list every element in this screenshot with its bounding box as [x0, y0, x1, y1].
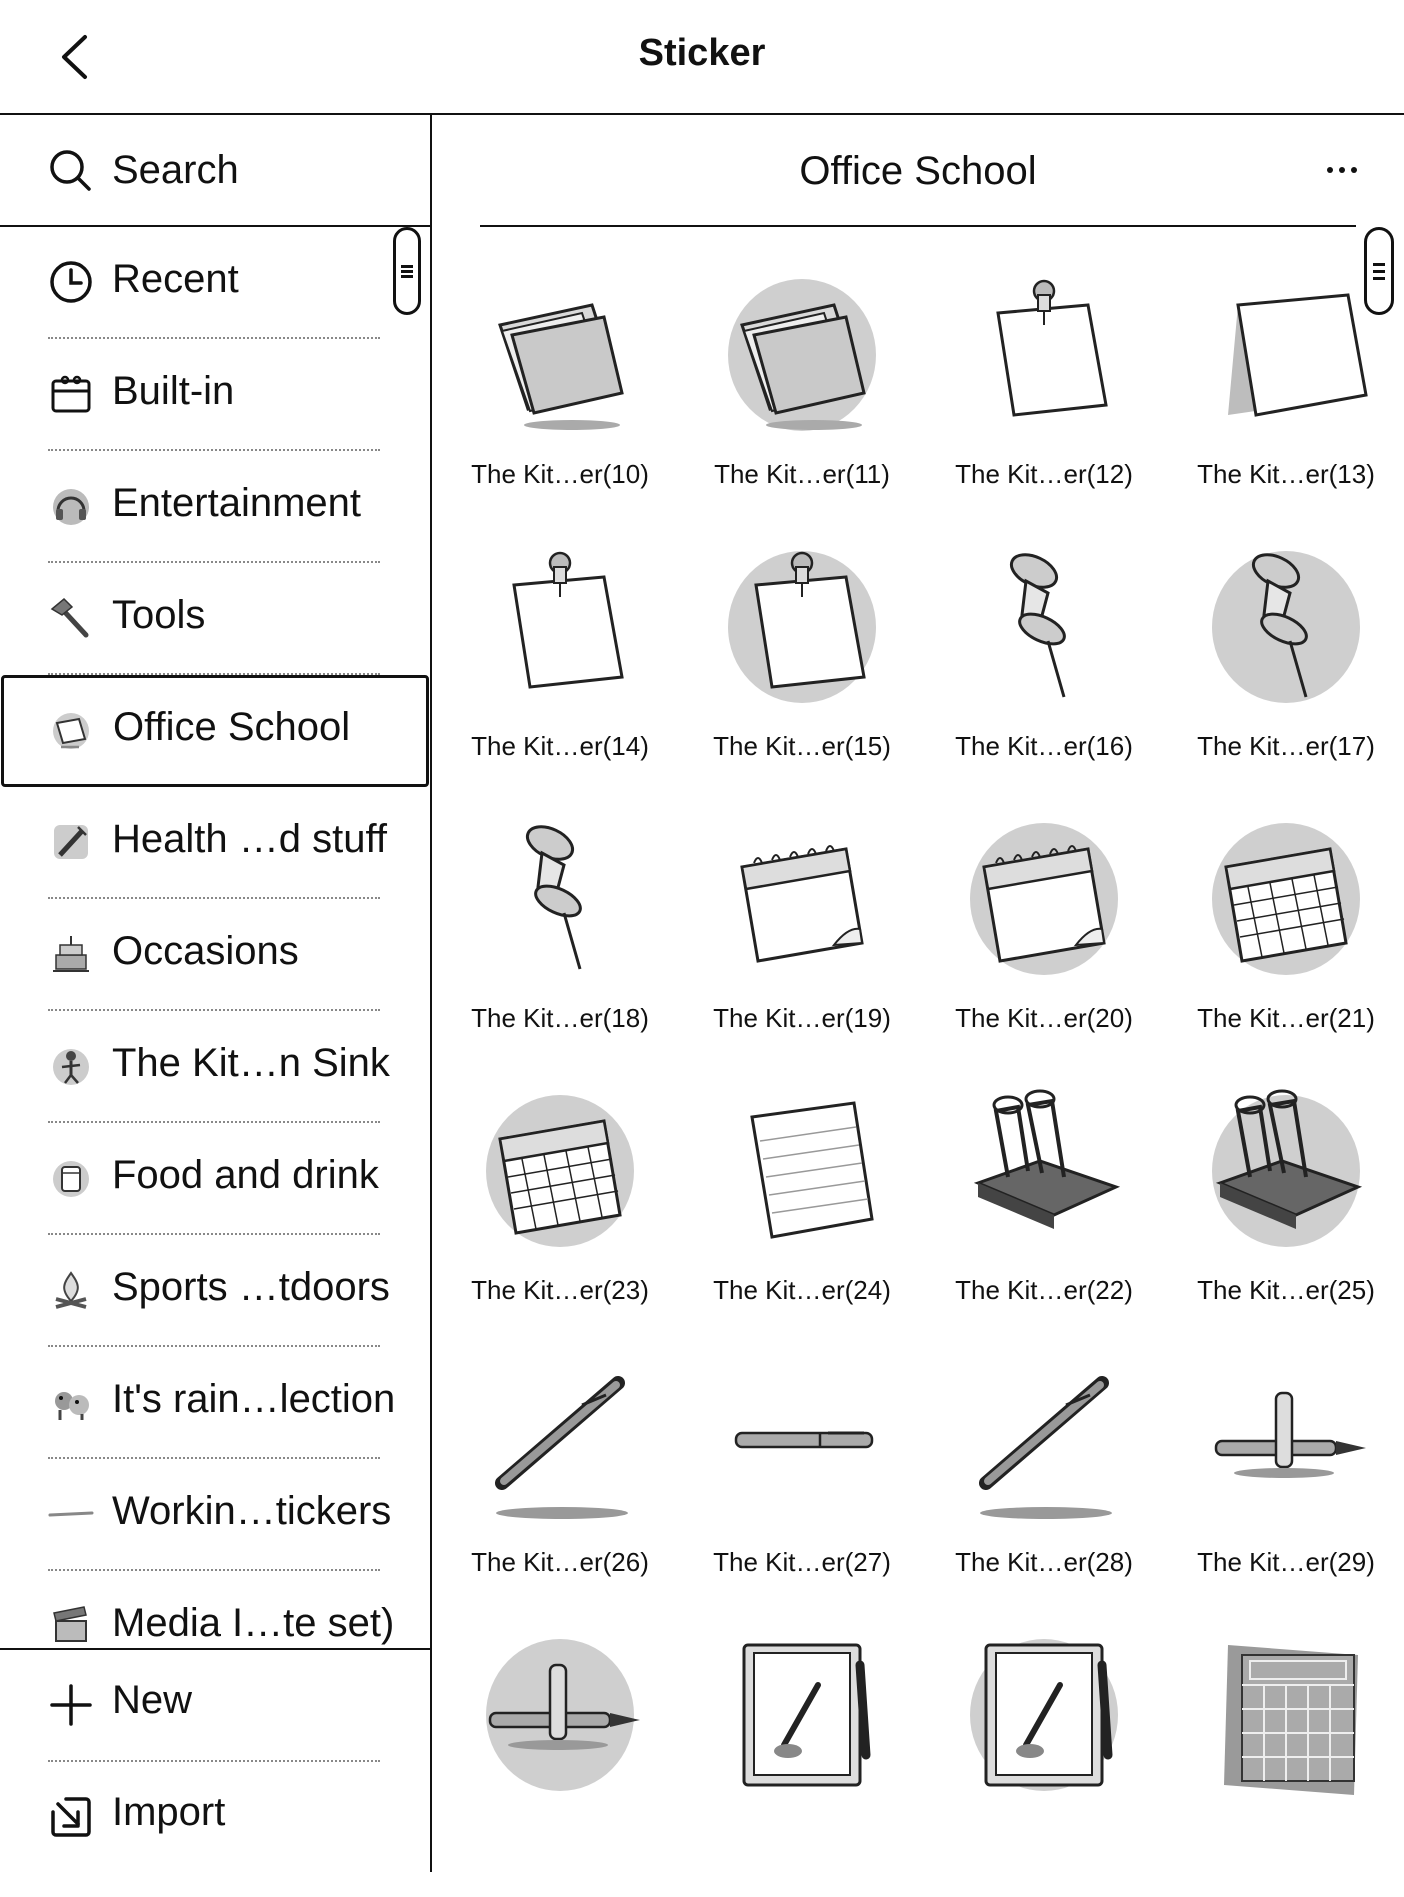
sidebar-item-food-and-drink[interactable]: [0, 1123, 430, 1235]
animals-icon: [48, 1379, 94, 1425]
can-icon: [48, 1155, 94, 1201]
sidebar-actions: [0, 1648, 430, 1872]
sidebar-item-label: Health …d stuff: [112, 817, 387, 861]
sticker-caption: The Kit…er(15): [713, 731, 891, 761]
sidebar-item-tools[interactable]: [0, 563, 430, 675]
syringe-icon: [48, 819, 94, 865]
sticker-tile[interactable]: [934, 809, 1154, 1081]
sticker-tile[interactable]: [692, 809, 912, 1081]
more-options-button[interactable]: [1312, 145, 1372, 195]
sticker-tile[interactable]: [450, 1353, 670, 1625]
pinned-note-sticker-icon: [472, 537, 648, 713]
sticker-tile[interactable]: [1176, 1353, 1396, 1625]
sticker-tile[interactable]: [1176, 809, 1396, 1081]
category-sidebar: [0, 115, 432, 1872]
top-bar: [0, 0, 1404, 115]
sidebar-item-label: The Kit…n Sink: [112, 1041, 390, 1085]
sticker-caption: The Kit…er(27): [713, 1547, 891, 1577]
more-dot-icon: [1327, 167, 1333, 173]
sidebar-item-label: Occasions: [112, 929, 299, 973]
hammer-icon: [48, 595, 94, 641]
sidebar-item-it-s-rain-lection[interactable]: [0, 1347, 430, 1459]
line-icon: [48, 1491, 94, 1537]
sticker-tile[interactable]: [692, 1081, 912, 1353]
divider: [480, 225, 1356, 227]
sticker-tile[interactable]: [692, 537, 912, 809]
folder-sticker-icon: [472, 265, 648, 441]
sticker-tile[interactable]: [934, 1625, 1154, 1897]
search-button[interactable]: [0, 115, 430, 227]
sticker-tile[interactable]: [450, 265, 670, 537]
notepad-sticker-icon: [714, 809, 890, 985]
sticker-caption: The Kit…er(11): [714, 459, 890, 489]
pen-sticker-icon: [472, 1353, 648, 1529]
clapper-icon: [48, 1603, 94, 1649]
campfire-icon: [48, 1267, 94, 1313]
notebook-pen-sticker-icon: [956, 1625, 1132, 1801]
sticker-tile[interactable]: [450, 537, 670, 809]
new-label: New: [112, 1678, 193, 1722]
sticker-caption: The Kit…er(20): [955, 1003, 1133, 1033]
sticker-tile[interactable]: [934, 265, 1154, 537]
sticker-caption: The Kit…er(25): [1197, 1275, 1375, 1305]
figure-icon: [48, 1043, 94, 1089]
pinned-note-sticker-icon: [956, 265, 1132, 441]
notebook-pen-sticker-icon: [714, 1625, 890, 1801]
sticker-caption: The Kit…er(26): [471, 1547, 649, 1577]
sidebar-item-label: It's rain…lection: [112, 1377, 396, 1421]
sticker-panel: [432, 115, 1404, 1872]
sticker-tile[interactable]: [692, 265, 912, 537]
binder-clip-sticker-icon: [1198, 1081, 1374, 1257]
sticker-tile[interactable]: [1176, 537, 1396, 809]
notepad-sticker-icon: [956, 809, 1132, 985]
sidebar-item-label: Tools: [112, 593, 206, 637]
new-button[interactable]: [0, 1650, 430, 1762]
pen-open-sticker-icon: [472, 1625, 648, 1801]
sidebar-item-occasions[interactable]: [0, 899, 430, 1011]
pushpin-sticker-icon: [472, 809, 648, 985]
pushpin-sticker-icon: [1198, 537, 1374, 713]
plus-icon: [48, 1682, 94, 1728]
folder-sticker-icon: [49, 707, 95, 753]
calendar-box-icon: [48, 371, 94, 417]
calendar-sheet-sticker-icon: [1198, 1625, 1374, 1801]
headphones-icon: [48, 483, 94, 529]
sidebar-item-sports-tdoors[interactable]: [0, 1235, 430, 1347]
sticker-tile[interactable]: [934, 1081, 1154, 1353]
sticker-tile[interactable]: [1176, 265, 1396, 537]
category-title: Office School: [799, 149, 1037, 193]
search-label: Search: [112, 147, 239, 192]
pen-open-sticker-icon: [1198, 1353, 1374, 1529]
sticker-tile[interactable]: [692, 1625, 912, 1897]
sidebar-item-recent[interactable]: [0, 227, 430, 339]
sticker-caption: The Kit…er(10): [471, 459, 649, 489]
pen-sticker-icon: [956, 1353, 1132, 1529]
sticker-caption: The Kit…er(18): [471, 1003, 649, 1033]
sticker-tile[interactable]: [450, 809, 670, 1081]
sidebar-scroll-handle[interactable]: [393, 227, 421, 315]
sticker-tile[interactable]: [1176, 1625, 1396, 1897]
paper-sticker-icon: [1198, 265, 1374, 441]
sticker-caption: The Kit…er(19): [713, 1003, 891, 1033]
import-button[interactable]: [0, 1762, 430, 1872]
sticker-caption: The Kit…er(21): [1197, 1003, 1375, 1033]
page-title: Sticker: [638, 32, 766, 74]
sidebar-item-office-school[interactable]: [1, 675, 429, 787]
sidebar-item-label: Media I…te set): [112, 1601, 395, 1645]
sidebar-item-entertainment[interactable]: [0, 451, 430, 563]
search-icon: [48, 148, 92, 192]
category-list[interactable]: [0, 227, 430, 1763]
sticker-caption: The Kit…er(12): [955, 459, 1133, 489]
sticker-tile[interactable]: [692, 1353, 912, 1625]
sidebar-item-label: Entertainment: [112, 481, 362, 525]
sticker-caption: The Kit…er(29): [1197, 1547, 1375, 1577]
sidebar-item-workin-tickers[interactable]: [0, 1459, 430, 1571]
pinned-note-sticker-icon: [714, 537, 890, 713]
sticker-caption: The Kit…er(14): [471, 731, 649, 761]
calendar-sticker-icon: [1198, 809, 1374, 985]
sidebar-item-label: Built-in: [112, 369, 235, 413]
sticker-tile[interactable]: [934, 1353, 1154, 1625]
sidebar-item-label: Sports …tdoors: [112, 1265, 390, 1309]
sticker-tile[interactable]: [450, 1081, 670, 1353]
pushpin-sticker-icon: [956, 537, 1132, 713]
sticker-tile[interactable]: [1176, 1081, 1396, 1353]
sticker-caption: The Kit…er(23): [471, 1275, 649, 1305]
sticker-caption: The Kit…er(24): [713, 1275, 891, 1305]
sidebar-item-health-d-stuff[interactable]: [0, 787, 430, 899]
binder-clip-sticker-icon: [956, 1081, 1132, 1257]
sticker-caption: The Kit…er(13): [1197, 459, 1375, 489]
sidebar-item-built-in[interactable]: [0, 339, 430, 451]
sticker-caption: The Kit…er(22): [955, 1275, 1133, 1305]
sticker-caption: The Kit…er(17): [1197, 731, 1375, 761]
sidebar-item-label: Workin…tickers: [112, 1489, 392, 1533]
sticker-caption: The Kit…er(28): [955, 1547, 1133, 1577]
sidebar-item-label: Office School: [113, 705, 351, 749]
sidebar-item-label: Recent: [112, 257, 239, 301]
calendar-sticker-icon: [472, 1081, 648, 1257]
cake-icon: [48, 931, 94, 977]
sidebar-item-the-kit-n-sink[interactable]: [0, 1011, 430, 1123]
lined-paper-sticker-icon: [714, 1081, 890, 1257]
import-icon: [48, 1794, 94, 1840]
clock-icon: [48, 259, 94, 305]
folder-sticker-icon: [714, 265, 890, 441]
sticker-tile[interactable]: [934, 537, 1154, 809]
pen-flat-sticker-icon: [714, 1353, 890, 1529]
import-label: Import: [112, 1790, 226, 1834]
sticker-tile[interactable]: [450, 1625, 670, 1897]
sidebar-item-label: Food and drink: [112, 1153, 379, 1197]
sticker-caption: The Kit…er(16): [955, 731, 1133, 761]
grid-scroll-handle[interactable]: [1364, 227, 1394, 315]
